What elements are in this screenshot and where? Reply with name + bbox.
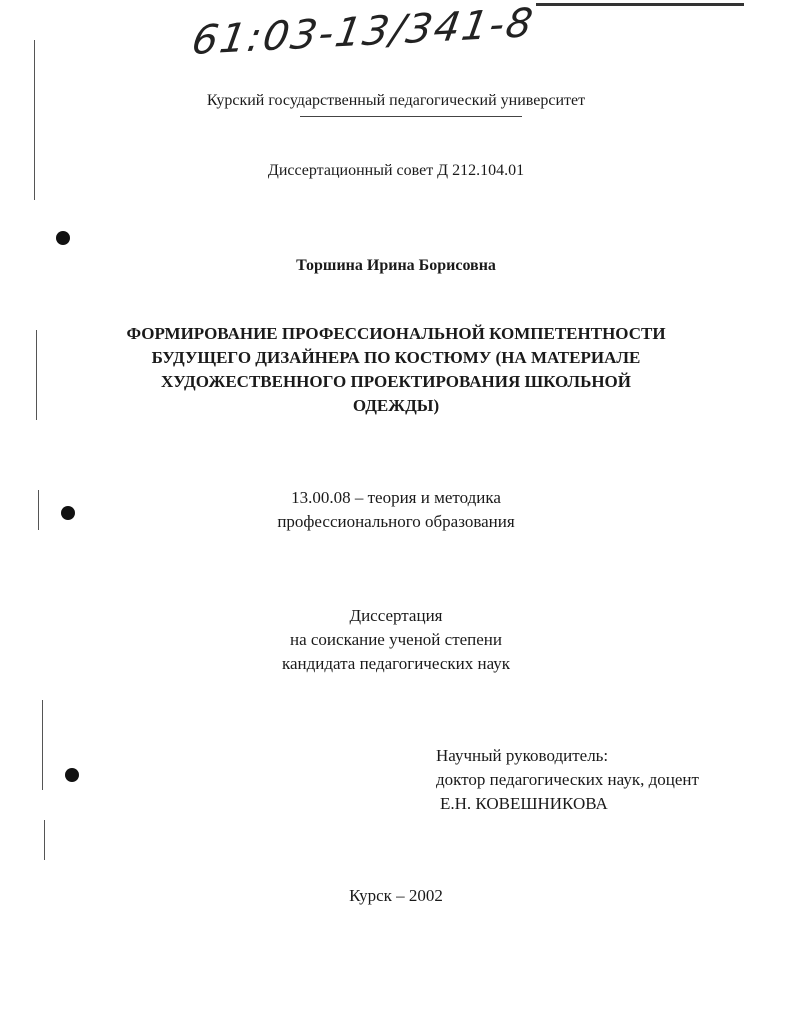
supervisor-name: Е.Н. КОВЕШНИКОВА [440,794,608,813]
supervisor-label: Научный руководитель: [436,746,609,765]
top-edge-rule [536,3,744,6]
supervisor-degree: доктор педагогических наук, доцент [436,770,699,789]
supervisor-block [436,744,766,816]
dissertation-council: Диссертационный совет Д 212.104.01 [267,162,525,179]
city-year: Курск – 2002 [349,886,443,905]
title-line: ОДЕЖДЫ) [352,396,440,415]
archive-number-handwritten: 61:03-13/341-8 [188,0,538,64]
dissertation-degree [0,604,792,676]
punch-hole-mark [65,768,79,782]
specialty [0,486,792,534]
title-line: БУДУЩЕГО ДИЗАЙНЕРА ПО КОСТЮМУ (НА МАТЕРИАЛЕ [151,348,641,367]
scan-margin-line [44,820,45,860]
university-underline [300,116,522,117]
author-name: Торшина Ирина Борисовна [296,257,496,274]
dissertation-purpose: на соискание ученой степени [289,630,503,649]
title-line: ФОРМИРОВАНИЕ ПРОФЕССИОНАЛЬНОЙ КОМПЕТЕНТНОСТИ [126,324,666,343]
dissertation-label: Диссертация [349,606,443,625]
punch-hole-mark [56,231,70,245]
scan-margin-line [42,700,43,790]
specialty-field: профессионального образования [277,512,515,531]
dissertation-degree-name: кандидата педагогических наук [281,654,511,673]
university-name: Курский государственный педагогический университет [206,92,586,109]
dissertation-title [0,322,792,418]
title-line: ХУДОЖЕСТВЕННОГО ПРОЕКТИРОВАНИЯ ШКОЛЬНОЙ [160,372,631,391]
specialty-code: 13.00.08 – теория и методика [291,488,501,507]
